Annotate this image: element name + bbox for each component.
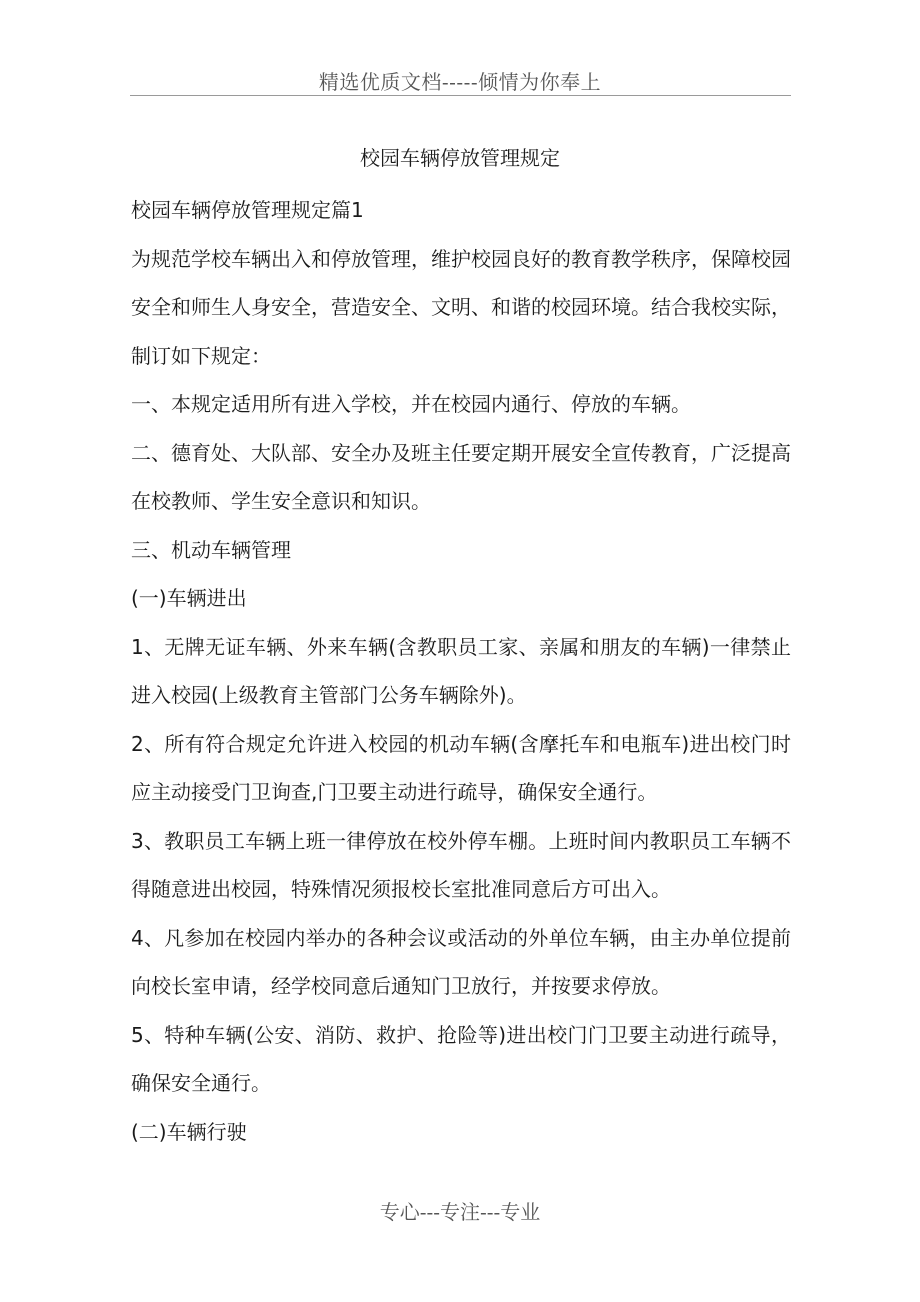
page-footer: 专心---专注---专业 [379,1200,541,1224]
list-item-1: 1、无牌无证车辆、外来车辆(含教职员工家、亲属和朋友的车辆)一律禁止进入校园(上级教育主管部门公务车辆除外)。 [131,634,791,707]
subsection-heading-entry: (一)车辆进出 [131,586,247,610]
clause-2: 二、德育处、大队部、安全办及班主任要定期开展安全宣传教育，广泛提高在校教师、学生安全意识和知识。 [131,440,791,513]
header-divider [130,95,791,96]
page-header: 精选优质文档-----倾情为你奉上 [318,70,602,94]
subsection-heading-driving: (二)车辆行驶 [131,1119,247,1144]
document-title: 校园车辆停放管理规定 [360,146,560,170]
list-item-2: 2、所有符合规定允许进入校园的机动车辆(含摩托车和电瓶车)进出校门时应主动接受门卫询查,门卫要主动进行疏导，确保安全通行。 [131,731,791,804]
list-item-4: 4、凡参加在校园内举办的各种会议或活动的外单位车辆，由主办单位提前向校长室申请，经学校同意后通知门卫放行，并按要求停放。 [131,925,791,998]
list-item-3: 3、教职员工车辆上班一律停放在校外停车棚。上班时间内教职员工车辆不得随意进出校园，特殊情况须报校长室批准同意后方可出入。 [131,828,791,901]
document-body [131,186,791,1156]
intro-paragraph: 为规范学校车辆出入和停放管理，维护校园良好的教育教学秩序，保障校园安全和师生人身安全，营造安全、文明、和谐的校园环境。结合我校实际，制订如下规定： [131,246,791,368]
clause-1: 一、本规定适用所有进入学校，并在校园内通行、停放的车辆。 [131,392,691,416]
clause-3-heading: 三、机动车辆管理 [131,537,291,562]
section-heading: 校园车辆停放管理规定篇1 [131,198,364,222]
list-item-5: 5、特种车辆(公安、消防、救护、抢险等)进出校门门卫要主动进行疏导，确保安全通行。 [131,1022,791,1095]
